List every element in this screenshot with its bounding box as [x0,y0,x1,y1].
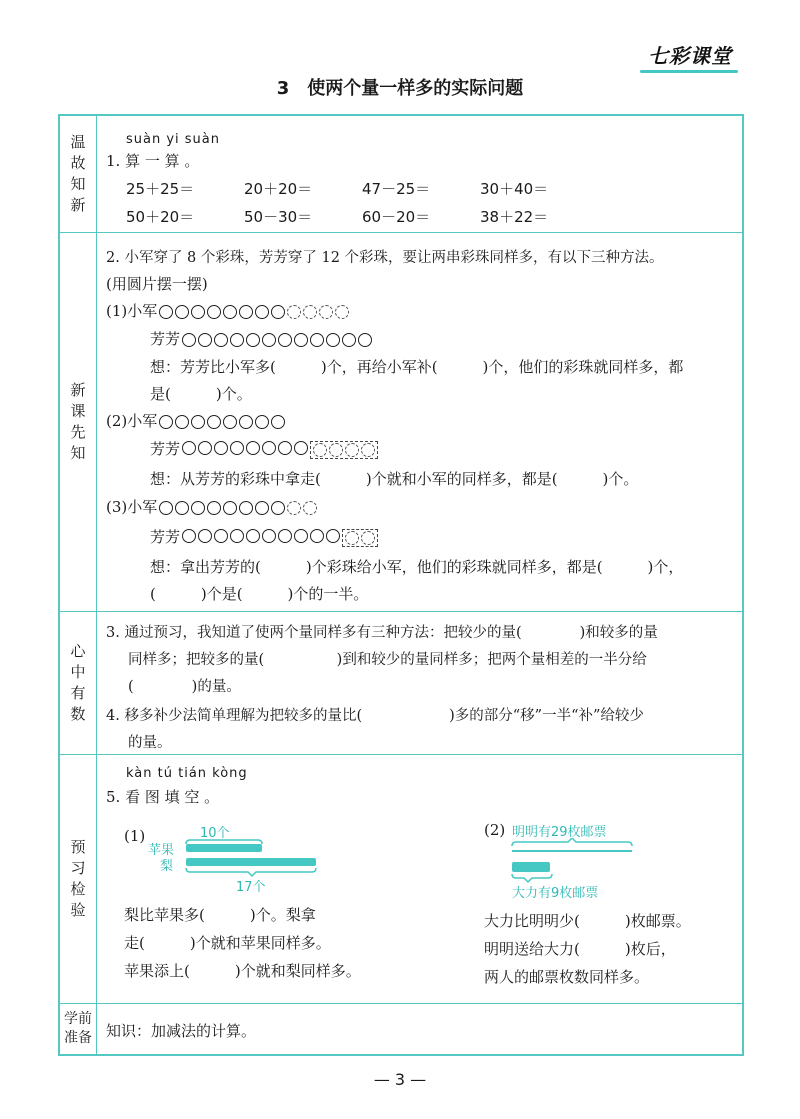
p2-top-label: 明明有29枚邮票 [512,825,607,840]
bead-row [159,501,317,515]
m3-think-line: 想：拿出芳芳的( )个彩珠给小军，他们的彩珠就同样多，都是( )个， [150,558,684,576]
equation: 25＋25＝ [126,180,195,198]
q3-line: ( )的量。 [128,679,241,695]
label-column-divider [96,116,97,1054]
m1-think-line: 是( )个。 [150,385,252,403]
section-label-check: 预 习 检 验 [70,837,86,919]
worksheet-table [58,114,744,1056]
q1-label: 1. 算 一 算 。 [106,152,200,170]
q4-line: 4. 移多补少法简单理解为把较多的量比( )多的部分“移”一半“补”给较少 [106,708,644,724]
m1-xiaojun-row: (1)小军 [106,300,349,321]
equation: 50－30＝ [244,208,313,226]
q5-pinyin: kàn tú tián kòng [126,766,248,781]
row-divider [60,611,742,612]
q2-stem: 2. 小军穿了 8 个彩珠，芳芳穿了 12 个彩珠，要让两串彩珠同样多，有以下三种方法。 [106,250,664,266]
equation: 20＋20＝ [244,180,313,198]
dali-bar [512,862,550,872]
bead-row [182,441,378,459]
section-label-review: 温 故 知 新 [70,133,86,214]
p2-answer-line: 明明送给大力( )枚后， [484,940,676,958]
p2-answer-line: 两人的邮票枚数同样多。 [484,968,650,986]
m1-think-line: 想：芳芳比小军多( )个，再给小军补( )个，他们的彩珠就同样多，都 [150,358,684,376]
m2-fangfang-row: 芳芳 [150,438,378,459]
bead-row [182,333,372,347]
q3-line: 3. 通过预习，我知道了使两个量同样多有三种方法：把较少的量( )和较多的量 [106,625,658,641]
brand-logo: 七彩课堂 [648,40,732,69]
p1-answer-line: 苹果添上( )个就和梨同样多。 [124,962,361,980]
p2-number: (2) [484,821,506,839]
section-label-new: 新 课 先 知 [70,380,86,462]
p1-answer-line: 走( )个就和苹果同样多。 [124,934,331,952]
equation: 30＋40＝ [480,180,549,198]
m2-think-line: 想：从芳芳的彩珠中拿走( )个就和小军的同样多，都是( )个。 [150,470,639,488]
moved-beads-box [342,529,378,547]
q4-line: 的量。 [128,735,172,751]
p1-answer-line: 梨比苹果多( )个。梨拿 [124,906,316,924]
section-label-mind: 心 中 有 数 [70,641,86,723]
p1-apple-label: 苹果 [148,843,175,858]
q2-hint: (用圆片摆一摆) [106,275,208,293]
m1-fangfang-row: 芳芳 [150,328,372,349]
section-label-prep: 学前 准备 [64,1010,92,1046]
removed-beads-box [310,441,378,459]
m3-xiaojun-row: (3)小军 [106,496,317,517]
q5-label: 5. 看 图 填 空 。 [106,788,220,806]
row-divider [60,1003,742,1004]
mingming-bar [512,850,632,852]
p1-top-label: 10个 [200,826,230,841]
p1-bottom-label: 17个 [236,880,266,895]
equation: 60－20＝ [362,208,431,226]
page-title: 3 使两个量一样多的实际问题 [276,78,524,99]
equation: 50＋20＝ [126,208,195,226]
page-number: — 3 — [373,1070,427,1089]
q3-line: 同样多；把较多的量( )到和较少的量同样多；把两个量相差的一半分给 [128,652,647,668]
bead-row [159,415,285,429]
p1-pear-label: 梨 [160,859,174,874]
m3-fangfang-row: 芳芳 [150,526,378,547]
equation: 47－25＝ [362,180,431,198]
row-divider [60,754,742,755]
m2-xiaojun-row: (2)小军 [106,410,285,431]
q1-pinyin: suàn yi suàn [126,132,221,147]
bead-row [182,529,378,547]
p2-bottom-label: 大力有9枚邮票 [512,886,599,901]
row-divider [60,232,742,233]
p2-answer-line: 大力比明明少( )枚邮票。 [484,912,691,930]
prep-text: 知识：加减法的计算。 [106,1022,257,1040]
equation: 38＋22＝ [480,208,549,226]
m3-think-line: ( )个是( )个的一半。 [150,585,369,603]
p1-number: (1) [124,827,146,845]
bead-row [159,305,349,319]
p1-brackets [180,838,330,878]
